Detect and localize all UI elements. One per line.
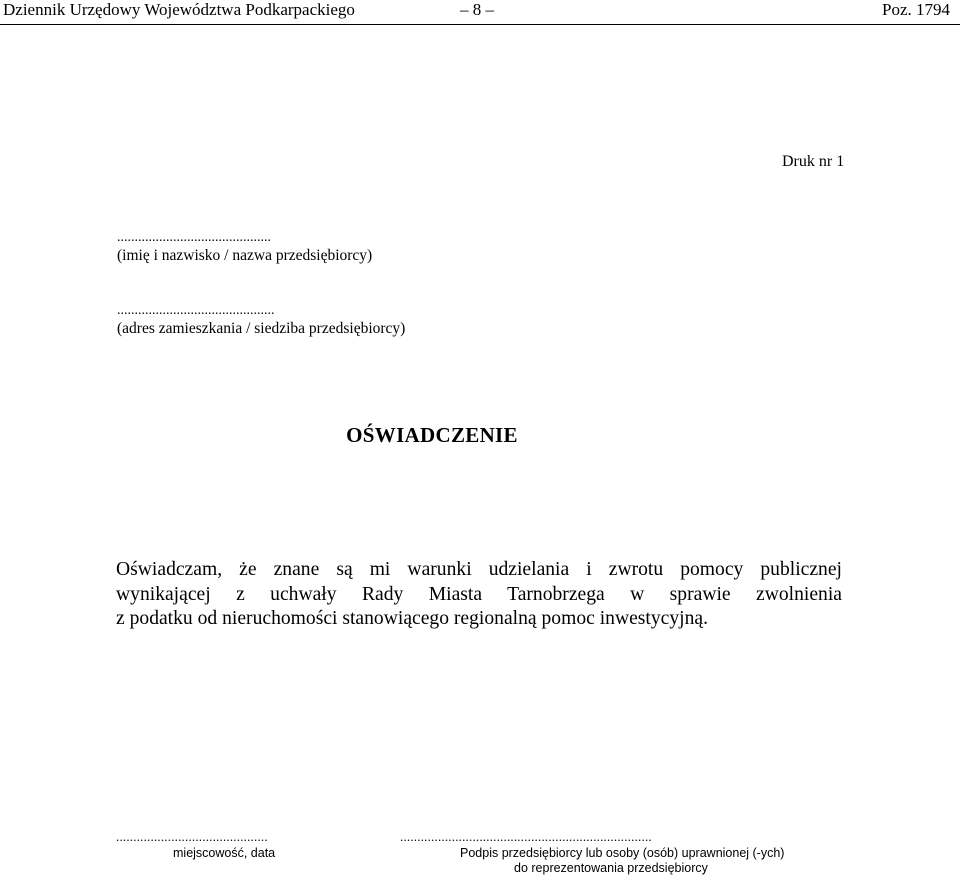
signature-caption-line-2: do reprezentowania przedsiębiorcy xyxy=(514,861,708,875)
journal-title: Dziennik Urzędowy Województwa Podkarpackiego xyxy=(3,0,355,19)
document-title-wrap xyxy=(0,423,960,448)
statement-text xyxy=(116,558,842,632)
statement-line-3: z podatku od nieruchomości stanowiącego regionalną pomoc inwestycyjną. xyxy=(116,608,708,629)
page-header xyxy=(0,0,960,25)
signature-caption-line-1: Podpis przedsiębiorcy lub osoby (osób) uprawnionej (-ych) xyxy=(460,846,785,860)
place-date-fill-line: ............................................ xyxy=(116,829,268,844)
address-fill-line: ............................................. xyxy=(117,303,275,318)
signature-fill-line: ......................................................................... xyxy=(400,829,652,844)
statement-line-1: Oświadczam, że znane są mi warunki udzielania i zwrotu pomocy publicznej xyxy=(116,559,842,580)
position-number: Poz. 1794 xyxy=(882,0,950,19)
address-caption: (adres zamieszkania / siedziba przedsiębiorcy) xyxy=(117,320,406,337)
name-caption: (imię i nazwisko / nazwa przedsiębiorcy) xyxy=(117,247,373,264)
page-number: – 8 – xyxy=(460,0,494,19)
form-number: Druk nr 1 xyxy=(782,153,845,170)
place-date-caption: miejscowość, data xyxy=(173,846,276,860)
statement-line-2: wynikającej z uchwały Rady Miasta Tarnobrzega w sprawie zwolnienia xyxy=(116,583,842,605)
name-fill-line: ............................................ xyxy=(117,230,271,245)
document-title: OŚWIADCZENIE xyxy=(346,423,518,447)
